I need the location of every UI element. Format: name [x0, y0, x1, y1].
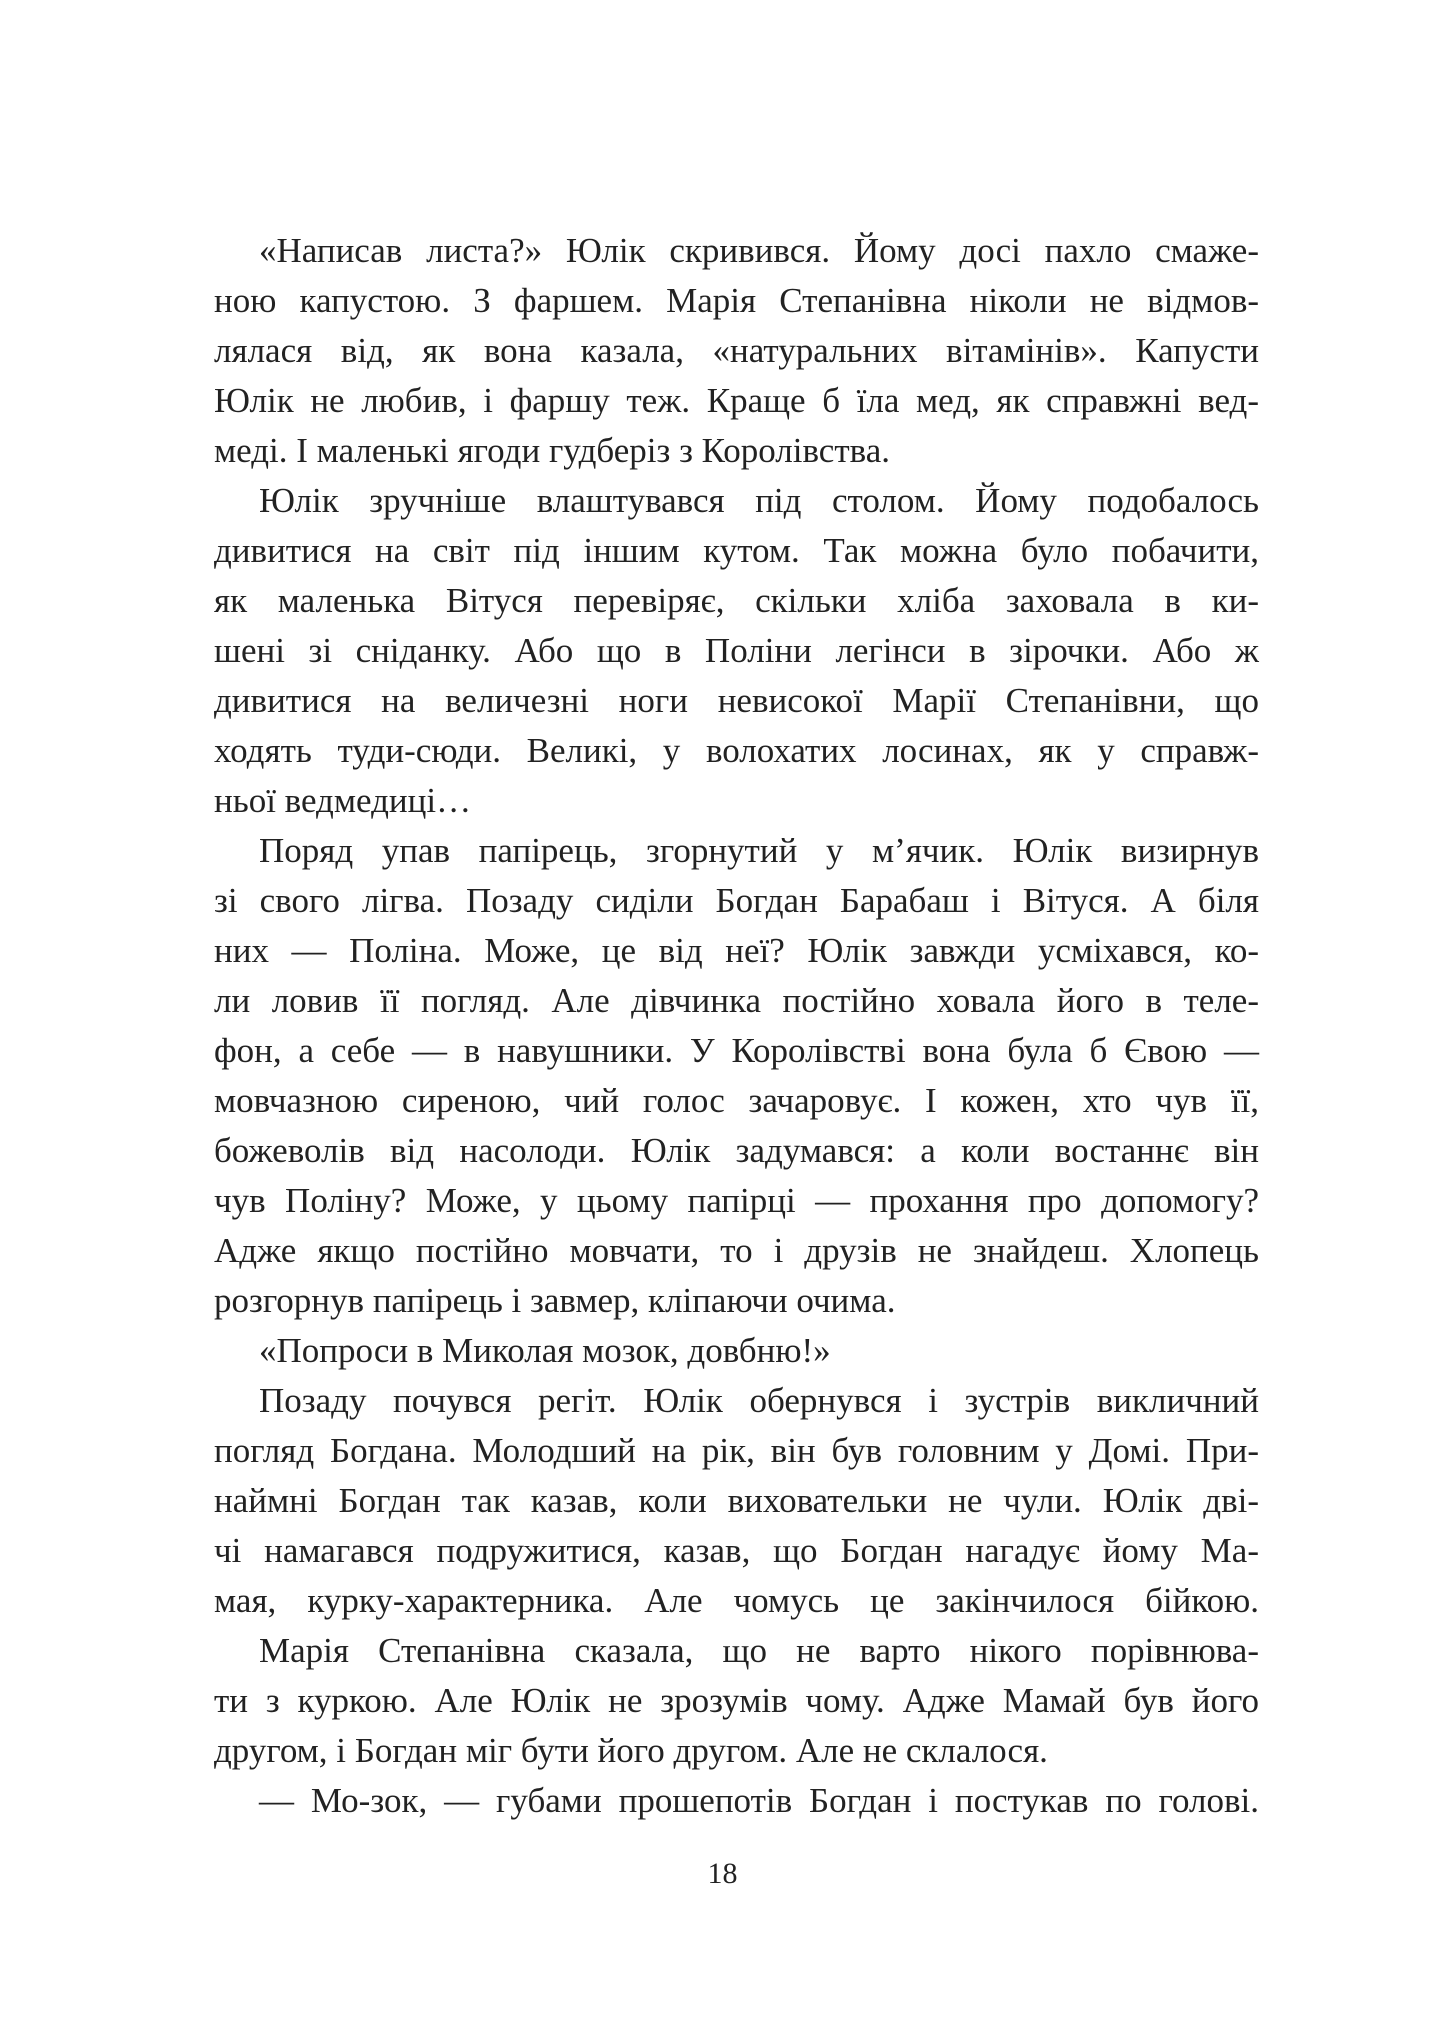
- text-line: ходять туди-сюди. Великі, у волохатих лосинах, як у справж-: [214, 731, 1259, 770]
- text-line: Позаду почувся регіт. Юлік обернувся і зустрів викличний: [259, 1381, 1259, 1420]
- text-line: ньої ведмедиці…: [214, 781, 472, 820]
- text-line: — Мо-зок, — губами прошепотів Богдан і постукав по голові.: [259, 1781, 1259, 1820]
- text-line: фон, а себе — в навушники. У Королівстві вона була б Євою —: [214, 1031, 1259, 1070]
- text-line: чув Поліну? Може, у цьому папірці — прохання про допомогу?: [214, 1181, 1259, 1220]
- text-line: мая, курку-характерника. Але чомусь це закінчилося бійкою.: [214, 1581, 1259, 1620]
- text-line: ти з куркою. Але Юлік не зрозумів чому. Адже Мамай був його: [214, 1681, 1259, 1720]
- text-line: ною капустою. З фаршем. Марія Степанівна ніколи не відмов-: [214, 281, 1259, 320]
- text-line: лялася від, як вона казала, «натуральних вітамінів». Капусти: [214, 331, 1259, 370]
- text-line: божеволів від насолоди. Юлік задумався: а коли востаннє він: [214, 1131, 1259, 1170]
- text-line: зі свого лігва. Позаду сиділи Богдан Барабаш і Вітуся. А біля: [214, 881, 1259, 920]
- text-line: них — Поліна. Може, це від неї? Юлік завжди усміхався, ко-: [214, 931, 1259, 970]
- text-line: Юлік не любив, і фаршу теж. Краще б їла мед, як справжні вед-: [214, 381, 1259, 420]
- text-line: Юлік зручніше влаштувався під столом. Йому подобалось: [259, 481, 1259, 520]
- text-line: як маленька Вітуся перевіряє, скільки хліба заховала в ки-: [214, 581, 1259, 620]
- text-line: чі намагався подружитися, казав, що Богдан нагадує йому Ма-: [214, 1531, 1259, 1570]
- text-line: дивитися на світ під іншим кутом. Так можна було побачити,: [214, 531, 1259, 570]
- text-line: Поряд упав папірець, згорнутий у м’ячик. Юлік визирнув: [259, 831, 1259, 870]
- text-line: погляд Богдана. Молодший на рік, він був головним у Домі. При-: [214, 1431, 1259, 1470]
- text-line: наймні Богдан так казав, коли виховательки не чули. Юлік дві-: [214, 1481, 1259, 1520]
- text-line: меді. І маленькі ягоди гудберіз з Королівства.: [214, 431, 890, 470]
- text-line: мовчазною сиреною, чий голос зачаровує. І кожен, хто чув її,: [214, 1081, 1259, 1120]
- text-line: Адже якщо постійно мовчати, то і друзів не знайдеш. Хлопець: [214, 1231, 1259, 1270]
- text-line: другом, і Богдан міг бути його другом. Але не склалося.: [214, 1731, 1048, 1770]
- text-line: шені зі сніданку. Або що в Поліни легінси в зірочки. Або ж: [214, 631, 1259, 670]
- text-line: «Попроси в Миколая мозок, довбню!»: [259, 1331, 831, 1370]
- text-line: Марія Степанівна сказала, що не варто нікого порівнюва-: [259, 1631, 1259, 1670]
- text-line: розгорнув папірець і завмер, кліпаючи очима.: [214, 1281, 896, 1320]
- text-line: «Написав листа?» Юлік скривився. Йому досі пахло смаже-: [259, 231, 1259, 270]
- text-line: ли ловив її погляд. Але дівчинка постійно ховала його в теле-: [214, 981, 1259, 1020]
- page-number: 18: [707, 1857, 738, 1890]
- text-line: дивитися на величезні ноги невисокої Марії Степанівни, що: [214, 681, 1259, 720]
